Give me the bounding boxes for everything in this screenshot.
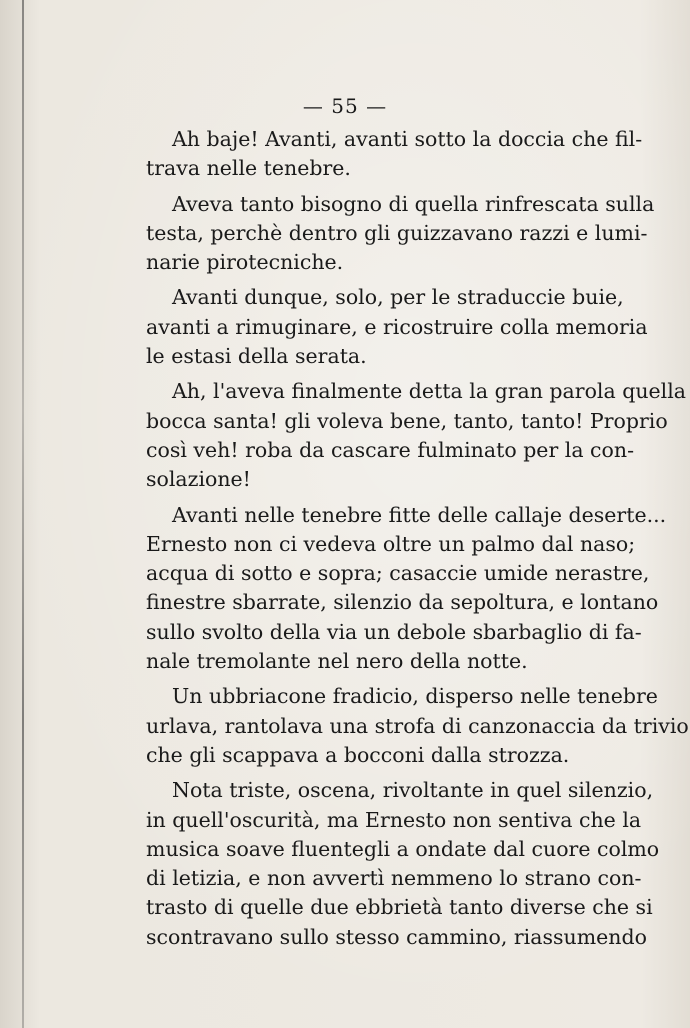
paragraph-1 (146, 125, 643, 184)
text-line: trava nelle tenebre. (146, 156, 351, 181)
text-line: scontravano sullo stesso cammino, riassumendo (146, 924, 647, 949)
text-line: musica soave fluentegli a ondate dal cuore colmo (146, 836, 660, 861)
text-line: le estasi della serata. (146, 344, 367, 369)
text-line: Avanti dunque, solo, per le straduccie buie, (172, 285, 624, 310)
paragraph-3 (146, 283, 648, 371)
text-line: Nota triste, oscena, rivoltante in quel silenzio, (172, 778, 654, 803)
text-line: Un ubbriacone fradicio, disperso nelle tenebre (172, 684, 658, 709)
text-line: Ah baje! Avanti, avanti sotto la doccia che fil- (172, 127, 643, 151)
text-line: solazione! (146, 467, 251, 492)
text-line: narie pirotecniche. (146, 250, 344, 275)
text-line: finestre sbarrate, silenzio da sepoltura, e lontano (146, 590, 659, 615)
text-line: Avanti nelle tenebre fitte delle callaje deserte... (172, 502, 667, 527)
text-line: Aveva tanto bisogno di quella rinfrescata sulla (172, 191, 655, 216)
paragraph-6 (146, 682, 689, 770)
paragraph-2 (146, 190, 655, 278)
text-line: Ah, l'aveva finalmente detta la gran parola quella (172, 379, 687, 404)
binding-gutter (22, 0, 24, 1028)
text-line: di letizia, e non avvertì nemmeno lo strano con- (146, 866, 642, 891)
text-line: testa, perchè dentro gli guizzavano razzi e lumi- (146, 220, 648, 245)
text-line: nale tremolante nel nero della notte. (146, 649, 528, 674)
body-text (146, 125, 689, 958)
text-line: urlava, rantolava una strofa di canzonaccia da trivio (146, 713, 689, 738)
text-line: così veh! roba da cascare fulminato per la con- (146, 437, 635, 462)
text-line: avanti a rimuginare, e ricostruire colla memoria (146, 314, 648, 339)
text-line: bocca santa! gli voleva bene, tanto, tanto! Proprio (146, 408, 668, 433)
text-line: che gli scappava a bocconi dalla strozza. (146, 742, 570, 767)
paragraph-7 (146, 776, 660, 952)
text-line: acqua di sotto e sopra; casaccie umide nerastre, (146, 561, 650, 586)
text-line: trasto di quelle due ebbrietà tanto diverse che si (146, 895, 653, 920)
text-line: sullo svolto della via un debole sbarbaglio di fa- (146, 619, 642, 644)
text-line: Ernesto non ci vedeva oltre un palmo dal naso; (146, 531, 636, 556)
text-line: in quell'oscurità, ma Ernesto non sentiva che la (146, 807, 642, 832)
paragraph-5 (146, 501, 667, 677)
paragraph-4 (146, 377, 687, 494)
page-number: — 55 — (302, 94, 388, 118)
